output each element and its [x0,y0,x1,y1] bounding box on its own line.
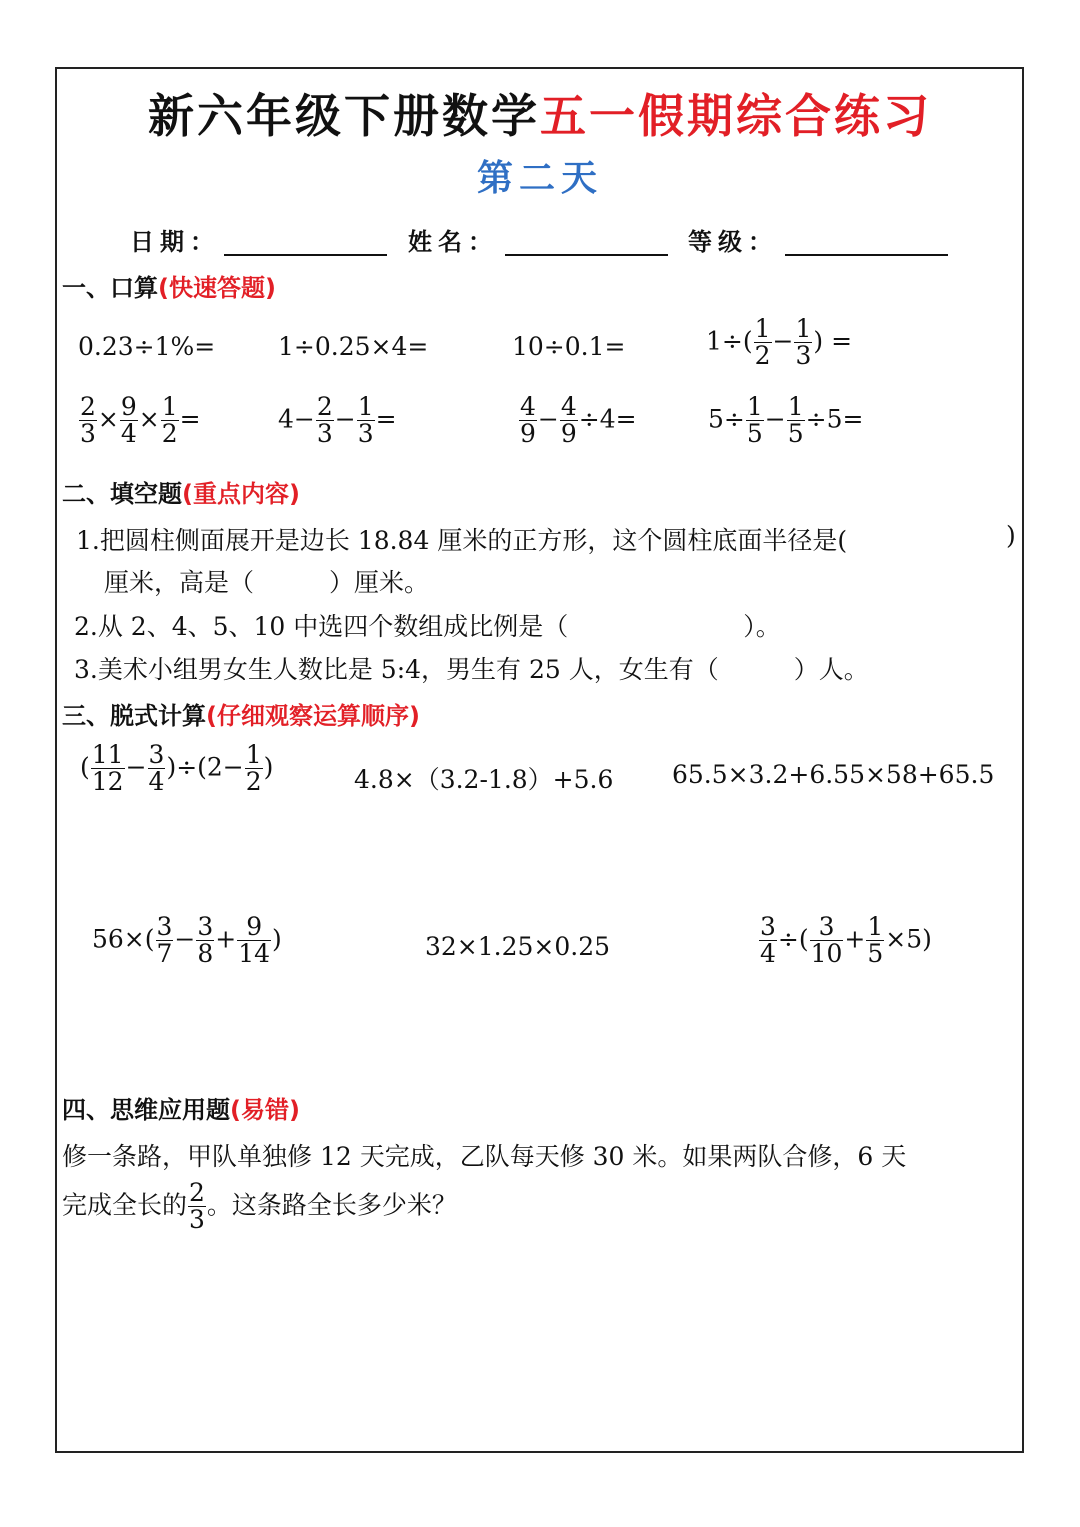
grade-blank[interactable] [785,254,948,256]
date-blank[interactable] [224,254,387,256]
fraction: $\frac{11}{12}$ [91,740,124,797]
grade-label: 等级： [688,228,778,256]
fill-q1-line2: 厘米，高是（ ）厘米。 [104,568,430,597]
fraction: $\frac{1}{5}$ [787,392,804,449]
day-label: 第二天 [476,157,603,199]
fraction: $\frac{4}{9}$ [520,392,536,449]
fraction: $\frac{3}{4}$ [148,740,165,797]
worksheet-title: 新六年级下册数学五一假期综合练习 [148,89,932,143]
section2-heading: 二、填空题(重点内容) [62,480,300,508]
fraction: $\frac{9}{14}$ [238,912,271,969]
fraction: $\frac{3}{8}$ [197,912,214,969]
fraction: $\frac{1}{5}$ [867,912,884,969]
section1-heading: 一、口算(快速答题) [62,274,276,302]
mental-calc-3: 10÷0.1= [512,332,626,361]
fraction: $\frac{1}{2}$ [754,314,771,371]
calc-problem-4: 56×( $\frac{3}{7}$ − $\frac{3}{8}$ + $\frac{9}{14}$ ) [92,912,282,969]
word-problem-line1: 修一条路，甲队单独修 12 天完成，乙队每天修 30 米。如果两队合修，6 天 [62,1142,907,1171]
fraction: $\frac{1}{2}$ [245,740,262,797]
fraction: $\frac{2}{3}$ [189,1178,205,1235]
fraction: $\frac{3}{7}$ [156,912,173,969]
fraction: $\frac{1}{3}$ [357,392,374,449]
calc-problem-2: 4.8×（3.2-1.8）+5.6 [354,765,614,794]
calc-problem-5: 32×1.25×0.25 [425,932,611,961]
calc-problem-3: 65.5×3.2+6.55×58+65.5 [672,760,995,789]
mental-calc-5: $\frac{2}{3}$ × $\frac{9}{4}$ × $\frac{1}{2}$ = [80,392,201,449]
section3-heading: 三、脱式计算(仔细观察运算顺序) [62,702,420,730]
name-blank[interactable] [505,254,668,256]
calc-problem-6: $\frac{3}{4}$ ÷( $\frac{3}{10}$ + $\frac{1}{5}$ ×5) [760,912,932,969]
fraction: $\frac{1}{3}$ [795,314,812,371]
fraction: $\frac{2}{3}$ [316,392,333,449]
name-label: 姓名： [408,228,498,256]
mental-calc-7: $\frac{4}{9}$ − $\frac{4}{9}$ ÷4= [520,392,637,449]
fraction: $\frac{3}{4}$ [760,912,776,969]
fraction: $\frac{9}{4}$ [120,392,137,449]
fraction: $\frac{4}{9}$ [560,392,577,449]
mental-calc-8: 5÷ $\frac{1}{5}$ − $\frac{1}{5}$ ÷5= [708,392,864,449]
date-label: 日期： [130,228,220,256]
mental-calc-6: 4− $\frac{2}{3}$ − $\frac{1}{3}$ = [278,392,397,449]
mental-calc-2: 1÷0.25×4= [278,332,429,361]
fraction: $\frac{1}{5}$ [746,392,763,449]
fill-q2: 2.从 2、4、5、10 中选四个数组成比例是（ ）。 [74,612,781,641]
word-problem-line2: 完成全长的 $\frac{2}{3}$ 。这条路全长多少米？ [62,1178,457,1235]
mental-calc-4: 1÷( $\frac{1}{2}$ − $\frac{1}{3}$ ) = [706,314,853,371]
fraction: $\frac{1}{2}$ [161,392,178,449]
section4-heading: 四、思维应用题(易错) [62,1096,300,1124]
fill-q1-line1: 1.把圆柱侧面展开是边长 18.84 厘米的正方形，这个圆柱底面半径是( [76,526,848,555]
fraction: $\frac{3}{10}$ [810,912,843,969]
calc-problem-1: ( $\frac{11}{12}$ − $\frac{3}{4}$ )÷(2− $\frac{1}{2}$ ) [80,740,274,797]
fraction: $\frac{2}{3}$ [80,392,96,449]
fill-q1-close: ) [1006,521,1016,550]
mental-calc-1: 0.23÷1%= [78,332,216,361]
fill-q3: 3.美术小组男女生人数比是 5:4，男生有 25 人，女生有（ ）人。 [74,655,869,684]
